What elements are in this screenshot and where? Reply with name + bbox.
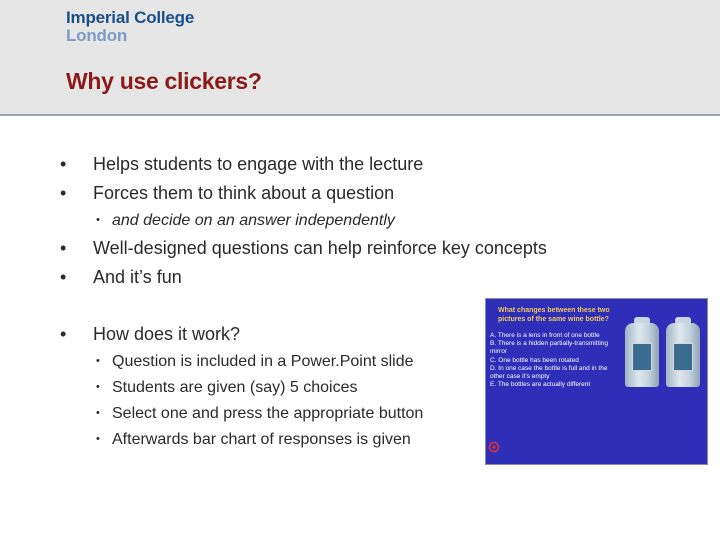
sub-bullet-item — [96, 431, 411, 449]
thumbnail-options — [490, 332, 623, 389]
thumbnail-option: B. There is a hidden partially-transmitting mirror — [490, 340, 609, 356]
slide-header — [0, 0, 720, 116]
thumbnail-option: A. There is a lens in front of one bottle — [490, 332, 600, 339]
bullet-text: How does it work? — [93, 324, 241, 344]
bullet-icon: • — [60, 238, 67, 258]
bullet-icon: • — [60, 154, 67, 174]
sub-bullet-item — [96, 379, 357, 397]
bottle-caption-right: 1(2) — [677, 376, 688, 382]
bullet-icon: • — [96, 433, 100, 445]
bottle-label — [632, 343, 652, 371]
bullet-text: Forces them to think about a question — [93, 183, 395, 203]
bullet-text: and decide on an answer independently — [112, 212, 395, 229]
thumbnail-option: E. The bottles are actually different — [490, 381, 591, 389]
bullet-item — [60, 324, 240, 345]
bullet-icon: • — [60, 183, 67, 203]
bullet-item — [60, 238, 547, 259]
logo-line2: London — [66, 26, 128, 45]
bullet-icon: • — [60, 267, 67, 287]
bullet-text: Well-designed questions can help reinforce key concepts — [93, 238, 547, 258]
bullet-text: And it’s fun — [93, 267, 182, 287]
bottle-label — [673, 343, 693, 371]
clicker-logo-icon — [488, 441, 500, 456]
sub-bullet-item — [96, 353, 414, 371]
bullet-item — [60, 183, 394, 204]
logo-line1: Imperial College — [66, 8, 195, 27]
slide-title: Why use clickers? — [66, 68, 262, 94]
bullet-item — [60, 154, 423, 175]
bullet-text: Afterwards bar chart of responses is given — [112, 431, 411, 448]
sub-bullet-item — [96, 212, 395, 230]
bullet-text: Helps students to engage with the lecture — [93, 154, 424, 174]
sub-bullet-item — [96, 405, 423, 423]
thumbnail-question: What changes between these two pictures of the same wine bottle? — [498, 307, 610, 323]
bullet-icon: • — [60, 324, 67, 344]
bullet-text: Select one and press the appropriate button — [112, 405, 424, 422]
bottle-caption-left: 1(1) — [636, 376, 647, 382]
thumbnail-option: C. One bottle has been rotated — [490, 356, 579, 364]
bullet-text: Question is included in a Power.Point slide — [112, 353, 414, 370]
bullet-text: Students are given (say) 5 choices — [112, 379, 358, 396]
bullet-icon: • — [96, 407, 100, 419]
bullet-icon: • — [96, 214, 100, 226]
bullet-icon: • — [96, 355, 100, 367]
slide-thumbnail — [485, 298, 708, 465]
thumbnail-option: D. In one case the bottle is full and in the other case it’s empty — [490, 364, 608, 381]
bullet-icon: • — [96, 381, 100, 393]
bullet-item — [60, 267, 182, 288]
